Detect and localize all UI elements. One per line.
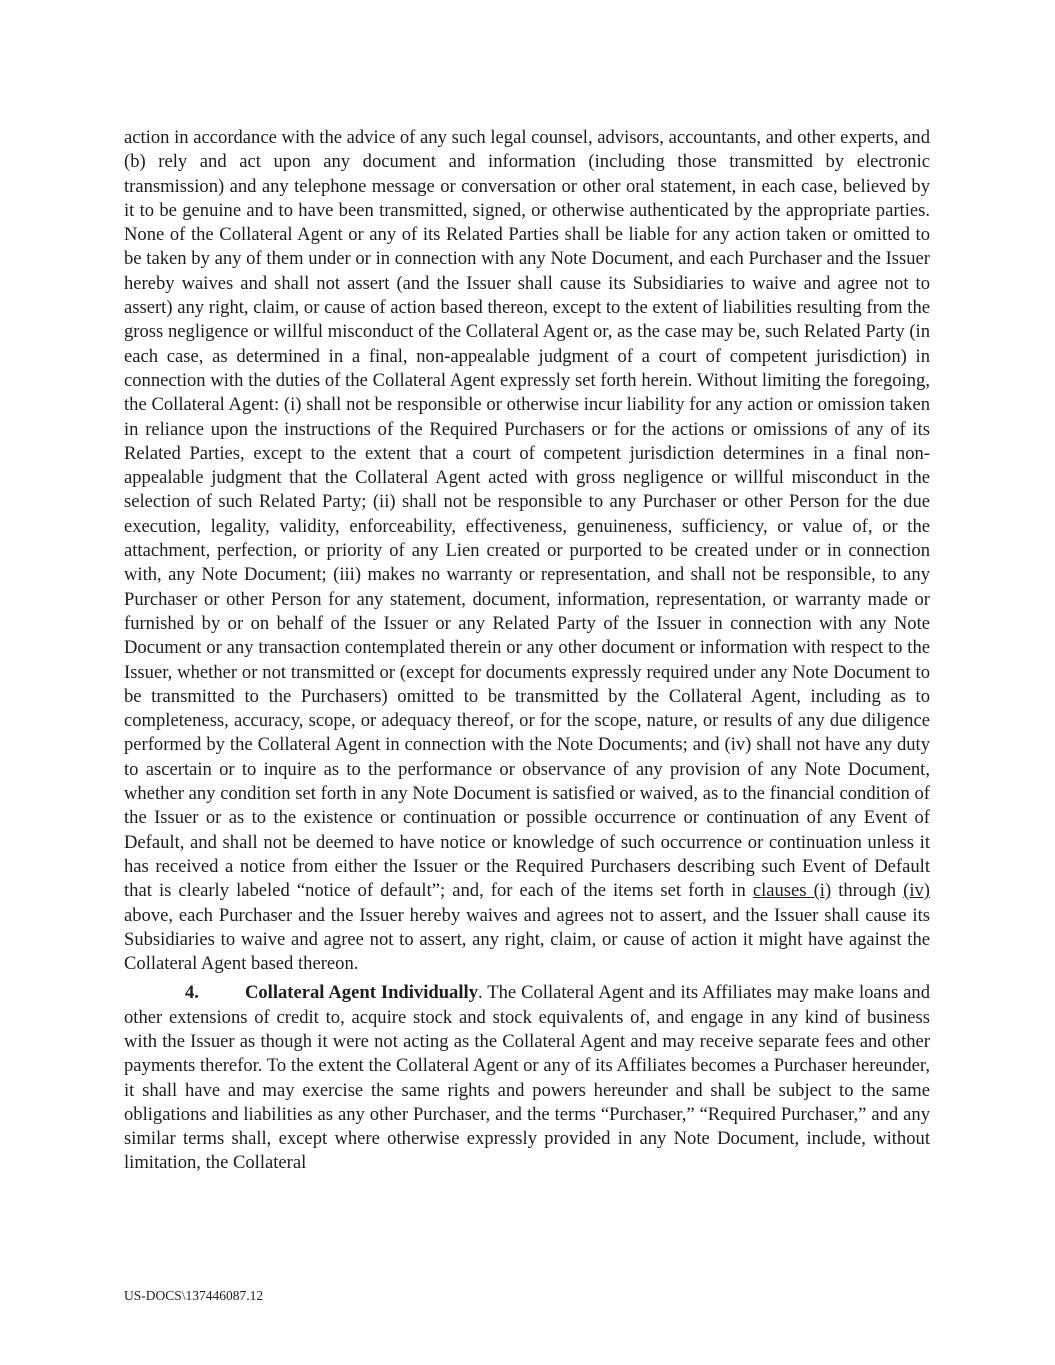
section-4-paragraph <box>124 981 930 1175</box>
section-body-text: . The Collateral Agent and its Affiliates may make loans and other extensions of credit to, acquire stock and stock equivalents of, and engage in any kind of business with the Issuer as though it were not acting as the Collateral Agent and may receive separate fees and other payments therefor. To the extent the Collateral Agent or any of its Affiliates becomes a Purchaser hereunder, it shall have and may exercise the same rights and powers hereunder and shall be subject to the same obligations and liabilities as any other Purchaser, and the terms “Purchaser,” “Required Purchaser,” and any similar terms shall, except where otherwise expressly provided in any Note Document, include, without limitation, the Collateral <box>124 982 931 1174</box>
clauses-i-reference: clauses (i) <box>752 880 832 902</box>
footer-doc-id: US-DOCS\137446087.12 <box>124 1288 264 1303</box>
section-heading: Collateral Agent Individually <box>244 982 478 1004</box>
clause-iv-reference: (iv) <box>903 880 930 902</box>
continuation-paragraph <box>124 126 930 976</box>
continuation-text-2: through <box>831 880 904 902</box>
section-number: 4. <box>185 982 199 1004</box>
section-4-content <box>124 982 930 1173</box>
continuation-text-3: above, each Purchaser and the Issuer hereby waives and agrees not to assert, and the Issuer shall cause its Subsidiaries to waive and agree not to assert, any right, claim, or cause of action it might have against the Collateral Agent based thereon. <box>124 904 930 975</box>
continuation-text-1: action in accordance with the advice of any such legal counsel, advisors, accountants, and other experts, and (b) rely and act upon any document and information (including those transmitted by electronic transmission) and any telephone message or conversation or other oral statement, in each case, believed by it to be genuine and to have been transmitted, signed, or otherwise authenticated by the appropriate parties. None of the Collateral Agent or any of its Related Parties shall be liable for any action taken or omitted to be taken by any of them under or in connection with any Note Document, and each Purchaser and the Issuer hereby waives and shall not assert (and the Issuer shall cause its Subsidiaries to waive and agree not to assert) any right, claim, or cause of action based thereon, except to the extent of liabilities resulting from the gross negligence or willful misconduct of the Collateral Agent or, as the case may be, such Related Party (in each case, as determined in a final, non-appealable judgment of a court of competent jurisdiction) in connection with the duties of the Collateral Agent expressly set forth herein. Without limiting the foregoing, the Collateral Agent: (i) shall not be responsible or otherwise incur liability for any action or omission taken in reliance upon the instructions of the Required Purchasers or for the actions or omissions of any of its Related Parties, except to the extent that a court of competent jurisdiction determines in a final non-appealable judgment that the Collateral Agent acted with gross negligence or willful misconduct in the selection of such Related Party; (ii) shall not be responsible to any Purchaser or other Person for the due execution, legality, validity, enforceability, effectiveness, genuineness, sufficiency, or value of, or the attachment, perfection, or priority of any Lien created or purported to be created under or in connection with, any Note Document; (iii) makes no warranty or representation, and shall not be responsible, to any Purchaser or other Person for any statement, document, information, representation, or warranty made or furnished by or on behalf of the Issuer or any Related Party of the Issuer in connection with any Note Document or any transaction contemplated therein or any other document or information with respect to the Issuer, whether or not transmitted or (except for documents expressly required under any Note Document to be transmitted to the Purchasers) omitted to be transmitted by the Collateral Agent, including as to completeness, accuracy, scope, or adequacy thereof, or for the scope, nature, or results of any due diligence performed by the Collateral Agent in connection with the Note Documents; and (iv) shall not have any duty to ascertain or to inquire as to the performance or observance of any provision of any Note Document, whether any condition set forth in any Note Document is satisfied or waived, as to the financial condition of the Issuer or as to the existence or continuation or possible occurrence or continuation of any Event of Default, and shall not be deemed to have notice or knowledge of such occurrence or continuation unless it has received a notice from either the Issuer or the Required Purchasers describing such Event of Default that is clearly labeled “notice of default”; and, for each of the items set forth in <box>124 127 930 902</box>
page-body <box>124 126 930 1176</box>
